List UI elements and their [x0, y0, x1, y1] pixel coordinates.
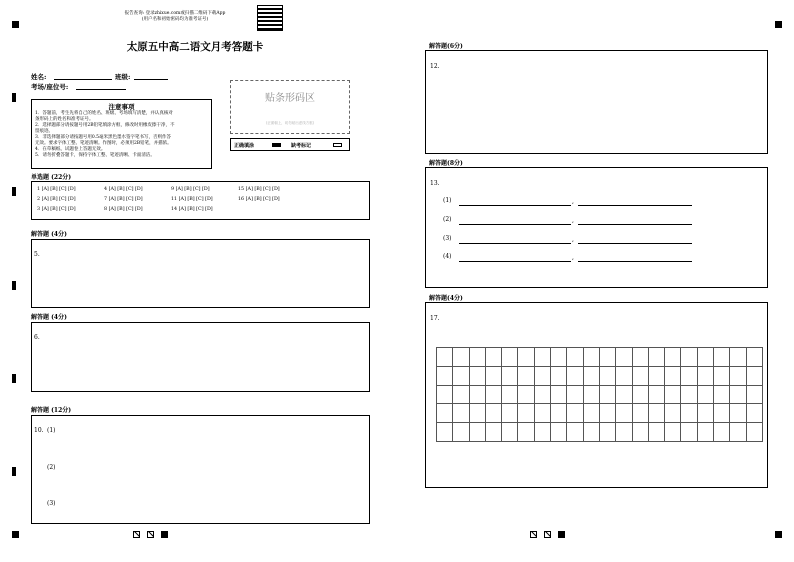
name-field[interactable]	[54, 79, 112, 80]
choice-item[interactable]: 8 [A] [B] [C] [D]	[104, 207, 143, 212]
choice-item[interactable]: 3 [A] [B] [C] [D]	[37, 207, 76, 212]
q13-sub-4-line-a[interactable]	[459, 261, 571, 262]
q17-section-title: 解答题(4分)	[429, 295, 463, 302]
page-marker-filled	[558, 531, 565, 538]
choice-item[interactable]: 16 [A] [B] [C] [D]	[238, 197, 280, 202]
q13-sub-2-line-a[interactable]	[459, 224, 571, 225]
side-mark	[12, 374, 16, 383]
q10-answer-box[interactable]	[31, 415, 370, 524]
page-marker-slash	[133, 531, 140, 538]
notes-line: 无效。要求字体工整、笔迹清晰。作图时，必须用2B铅笔，并描浓。	[35, 141, 172, 146]
absent-mark-label: 缺考标记	[291, 143, 312, 149]
notes-line: 留痕迹。	[35, 129, 53, 134]
page-marker-slash	[544, 531, 551, 538]
side-mark	[12, 93, 16, 102]
q6-section-title: 解答题 (4分)	[31, 314, 67, 321]
notes-line: 1．答题前，考生先将自己的姓名、班级、考场填写清楚，并认真核对	[35, 111, 173, 116]
notes-line: 2．选择题部分请按题号用2B铅笔填涂方框，修改时用橡皮擦干净，不	[35, 123, 175, 128]
report-notice	[100, 11, 250, 23]
notes-title: 注意事项	[108, 103, 135, 111]
q17-writing-grid[interactable]	[436, 347, 763, 442]
page-marker-filled	[161, 531, 168, 538]
absent-mark-box[interactable]	[333, 143, 342, 147]
choice-item[interactable]: 2 [A] [B] [C] [D]	[37, 197, 76, 202]
choice-item[interactable]: 14 [A] [B] [C] [D]	[171, 207, 213, 212]
q10-number: 10.	[34, 427, 44, 434]
q13-sub-3-line-b[interactable]	[578, 243, 692, 244]
q17-number: 17.	[430, 315, 440, 322]
q13-comma: ,	[572, 217, 574, 224]
report-notice-line2: (用户名和初始密码均为准考证号)	[141, 17, 209, 22]
notes-line: 3．非选择题部分请按题号用0.5毫米黑色墨水签字笔书写，否则作答	[35, 135, 172, 140]
page-marker-slash	[530, 531, 537, 538]
q10-sub-2: (2)	[47, 464, 56, 471]
choice-row	[37, 187, 305, 192]
correct-fill-label: 正确填涂	[234, 143, 255, 149]
q13-number: 13.	[430, 180, 440, 187]
q5-number: 5.	[34, 251, 40, 258]
q5-answer-box[interactable]	[31, 239, 370, 308]
q5-section-title: 解答题 (4分)	[31, 231, 67, 238]
q13-sub-1-line-b[interactable]	[578, 205, 692, 206]
page-title: 太原五中高二语文月考答题卡	[126, 41, 264, 53]
notes-line: 条形码上的姓名和准考证号。	[35, 117, 94, 122]
corner-mark-top-right	[775, 21, 782, 28]
corner-mark-top-left	[12, 21, 19, 28]
room-seat-field[interactable]	[76, 89, 126, 90]
q12-answer-box[interactable]	[425, 50, 768, 154]
choice-item[interactable]: 7 [A] [B] [C] [D]	[104, 197, 143, 202]
page-marker-slash	[147, 531, 154, 538]
q13-comma: ,	[572, 198, 574, 205]
q13-sub-4: (4)	[443, 253, 452, 260]
side-mark	[12, 281, 16, 290]
barcode-hint: (正面朝上，切勿贴出虚线方框)	[265, 121, 315, 125]
notes-box	[31, 99, 212, 169]
notes-line: 4．在草稿纸、试题卷上答题无效。	[35, 147, 106, 152]
q17-answer-box[interactable]	[425, 302, 768, 488]
q13-comma: ,	[572, 236, 574, 243]
room-seat-label: 考场/座位号:	[31, 83, 69, 91]
fill-legend	[230, 138, 350, 151]
choice-row	[37, 197, 305, 202]
correct-fill-sample	[272, 143, 281, 147]
choice-item[interactable]: 9 [A] [B] [C] [D]	[171, 187, 210, 192]
corner-mark-bottom-left	[12, 531, 19, 538]
q13-sub-4-line-b[interactable]	[578, 261, 692, 262]
q6-answer-box[interactable]	[31, 322, 370, 392]
side-mark	[12, 187, 16, 196]
choice-item[interactable]: 15 [A] [B] [C] [D]	[238, 187, 280, 192]
q13-sub-1: (1)	[443, 197, 452, 204]
q12-number: 12.	[430, 63, 440, 70]
q13-section-title: 解答题(8分)	[429, 160, 463, 167]
qr-code	[257, 5, 283, 31]
name-label: 姓名:	[31, 73, 47, 81]
q13-comma: ,	[572, 254, 574, 261]
q6-number: 6.	[34, 334, 40, 341]
notes-line: 5．请勿折叠答题卡，保持字体工整、笔迹清晰、卡面清洁。	[35, 153, 155, 158]
q13-answer-box[interactable]	[425, 167, 768, 288]
choice-item[interactable]: 4 [A] [B] [C] [D]	[104, 187, 143, 192]
q10-sub-1: (1)	[47, 427, 56, 434]
q10-sub-3: (3)	[47, 500, 56, 507]
choice-item[interactable]: 1 [A] [B] [C] [D]	[37, 187, 76, 192]
class-field[interactable]	[134, 79, 168, 80]
q13-sub-2: (2)	[443, 216, 452, 223]
side-mark	[12, 467, 16, 476]
choice-row	[37, 207, 238, 212]
report-notice-line1: 报告查询: 登录zhixue.com或扫描二维码下载App	[124, 11, 226, 16]
q13-sub-2-line-b[interactable]	[578, 224, 692, 225]
q13-sub-3-line-a[interactable]	[459, 243, 571, 244]
q13-sub-3: (3)	[443, 235, 452, 242]
choice-item[interactable]: 11 [A] [B] [C] [D]	[171, 197, 213, 202]
q13-sub-1-line-a[interactable]	[459, 205, 571, 206]
barcode-title: 贴条形码区	[265, 93, 315, 104]
q10-section-title: 解答题 (12分)	[31, 407, 72, 414]
choice-section-title: 单选题 (22分)	[31, 174, 72, 181]
class-label: 班级:	[115, 73, 131, 81]
barcode-area	[230, 80, 350, 134]
q12-section-title: 解答题(6分)	[429, 43, 463, 50]
corner-mark-bottom-right	[775, 531, 782, 538]
choice-box	[31, 181, 370, 220]
